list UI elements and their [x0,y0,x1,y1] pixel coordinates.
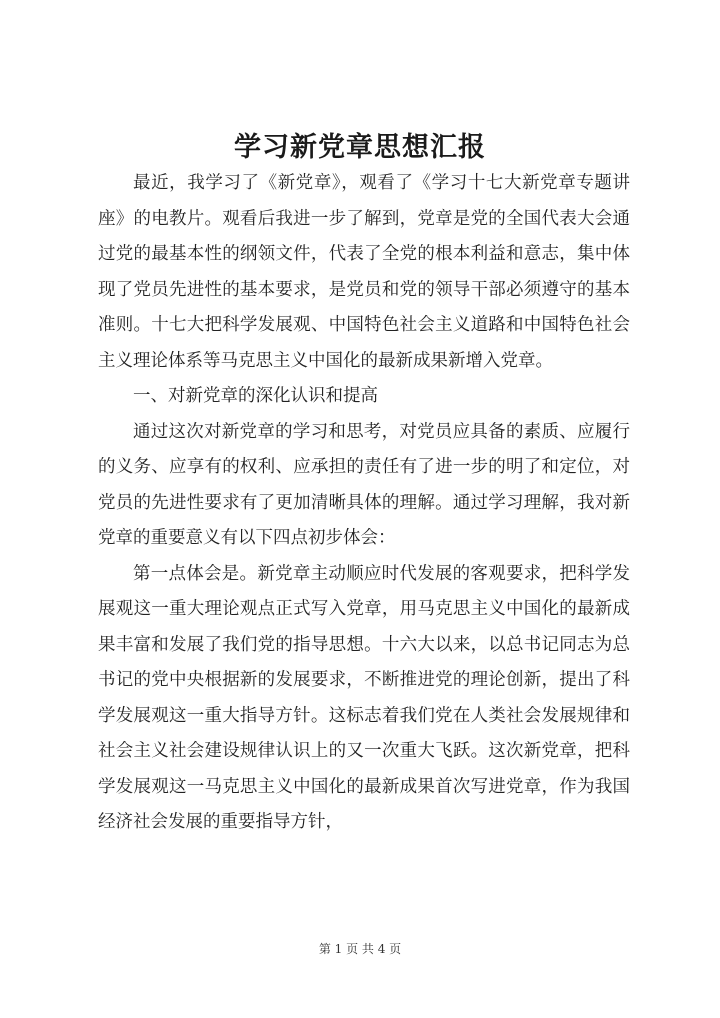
document-body [98,166,630,841]
document-title: 学习新党章思想汇报 [234,132,486,163]
paragraph-intro: 最近，我学习了《新党章》，观看了《学习十七大新党章专题讲座》的电教片。观看后我进一步了解到，党章是党的全国代表大会通过党的最基本性的纲领文件，代表了全党的根本利益和意志，集中体现了党员先进性的基本要求，是党员和党的领导干部必须遵守的基本准则。十七大把科学发展观、中国特色社会主义道路和中国特色社会主义理论体系等马克思主义中国化的最新成果新增入党章。 [98,173,630,371]
paragraph-study: 通过这次对新党章的学习和思考，对党员应具备的素质、应履行的义务、应享有的权利、应承担的责任有了进一步的明了和定位，对党员的先进性要求有了更加清晰具体的理解。通过学习理解，我对新党章的重要意义有以下四点初步体会： [98,421,630,548]
page-number-footer: 第 1 页 共 4 页 [318,942,402,956]
section-heading: 一、对新党章的深化认识和提高 [133,386,378,406]
paragraph-first-point: 第一点体会是。新党章主动顺应时代发展的客观要求，把科学发展观这一重大理论观点正式写入党章，用马克思主义中国化的最新成果丰富和发展了我们党的指导思想。十六大以来，以总书记同志为总书记的党中央根据新的发展要求，不断推进党的理论创新，提出了科学发展观这一重大指导方针。这标志着我们党在人类社会发展规律和社会主义社会建设规律认识上的又一次重大飞跃。这次新党章，把科学发展观这一马克思主义中国化的最新成果首次写进党章，作为我国经济社会发展的重要指导方针， [98,563,630,832]
